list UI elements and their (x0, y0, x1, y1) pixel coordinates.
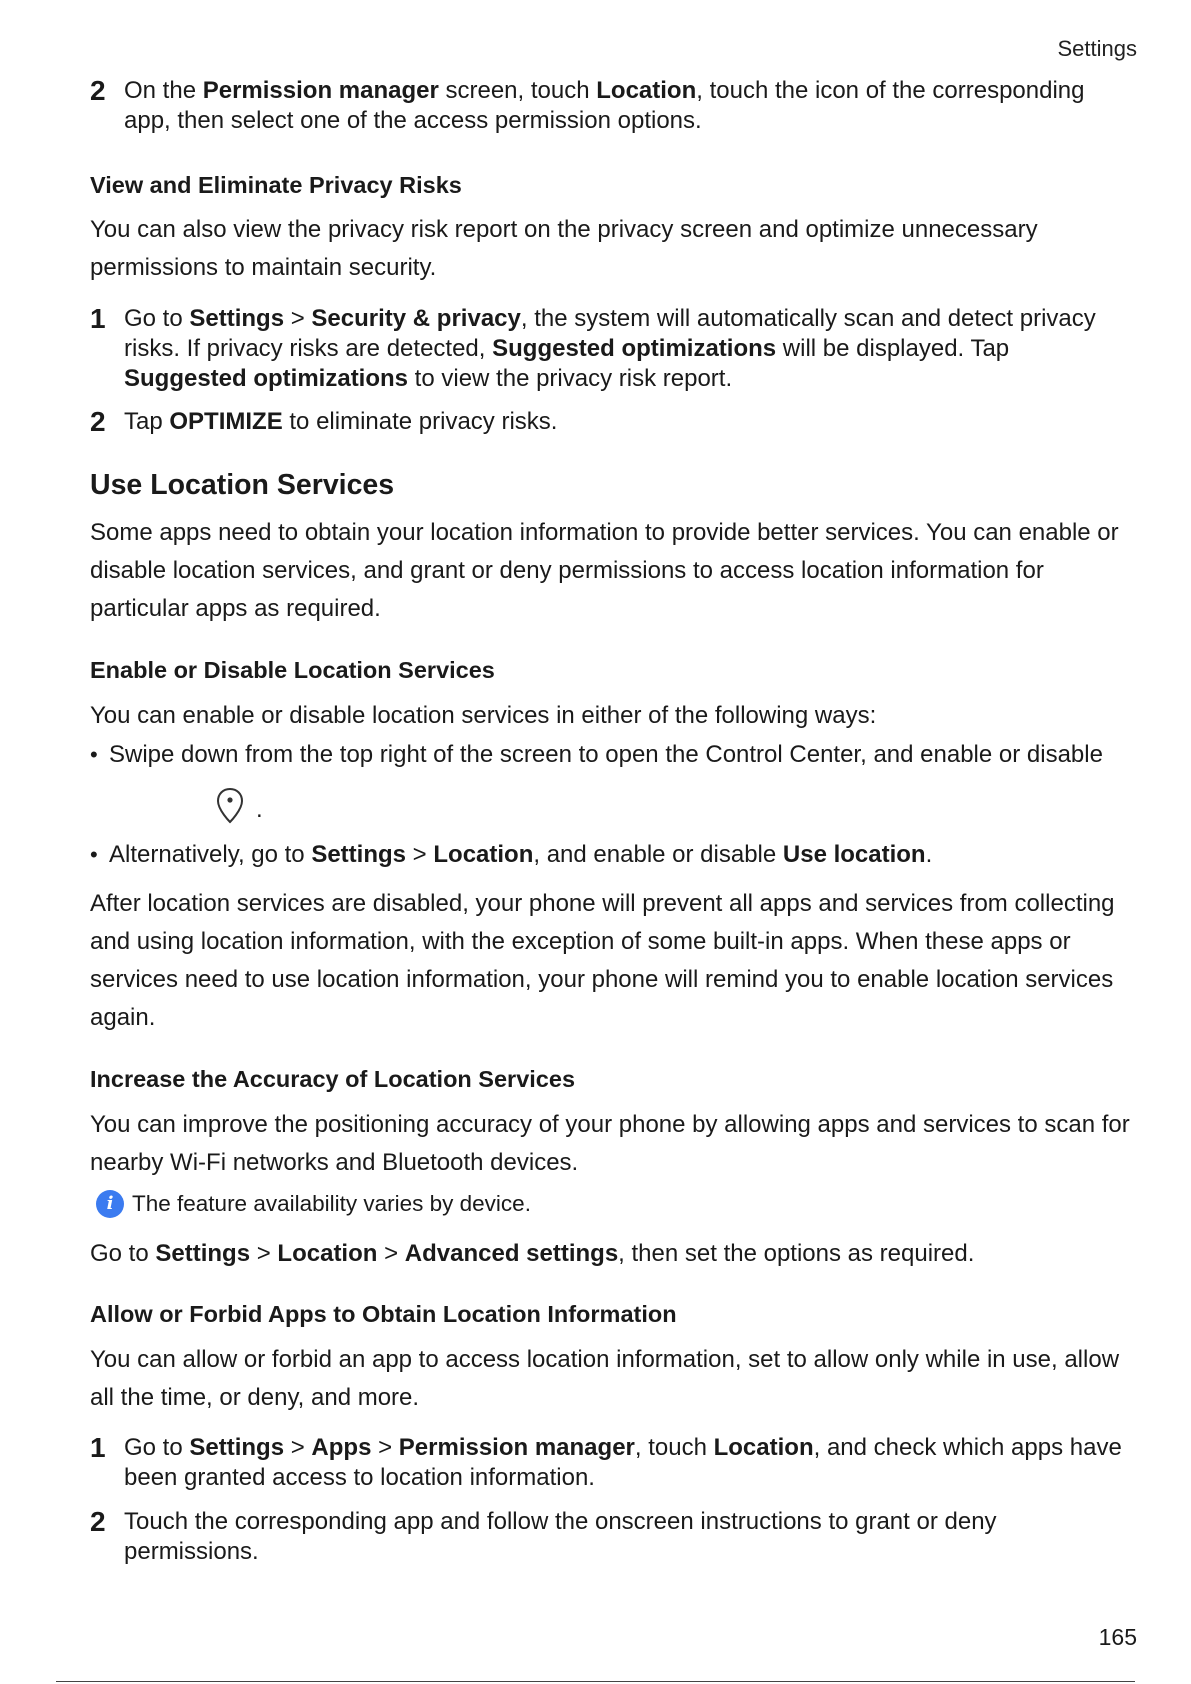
availability-note (96, 1190, 531, 1218)
step-text: Go to Settings > Apps > Permission manager, touch Location, and check which apps have been granted access to location information. (124, 1434, 1122, 1491)
bullet-settings-location (90, 840, 1131, 870)
bullet-dot: • (90, 742, 98, 767)
running-header: Settings (1057, 36, 1137, 61)
info-icon: i (96, 1190, 124, 1218)
intro-step (90, 76, 1131, 136)
privacy-step-1 (90, 304, 1131, 394)
enable-disable-text: You can enable or disable location services in either of the following ways: (90, 702, 877, 729)
bullet-text: Alternatively, go to Settings > Location, and enable or disable Use location. (109, 841, 933, 868)
accuracy-text: You can improve the positioning accuracy of your phone by allowing apps and services to scan for nearby Wi-Fi networks and Bluetooth devices. (90, 1111, 1130, 1176)
page-number: 165 (1098, 1624, 1137, 1650)
accuracy-heading: Increase the Accuracy of Location Services (90, 1066, 576, 1092)
accuracy-goto: Go to Settings > Location > Advanced settings, then set the options as required. (90, 1240, 975, 1267)
step-text: Touch the corresponding app and follow the onscreen instructions to grant or deny permissions. (124, 1508, 997, 1565)
note-text: The feature availability varies by device. (132, 1191, 531, 1216)
enable-disable-heading: Enable or Disable Location Services (90, 657, 495, 683)
location-services-heading: Use Location Services (90, 469, 395, 501)
privacy-risks-text: You can also view the privacy risk report on the privacy screen and optimize unnecessary permissions to maintain security. (90, 216, 1038, 281)
step-number: 1 (90, 303, 106, 334)
step-text: Tap OPTIMIZE to eliminate privacy risks. (124, 408, 558, 435)
allow-step-2 (90, 1507, 1131, 1567)
step-text: Go to Settings > Security & privacy, the system will automatically scan and detect privacy risks. If privacy risks are detected, Suggested optimizations will be displayed. Tap Suggested optimizations to view the privacy risk report. (124, 305, 1096, 392)
privacy-step-2 (90, 407, 1131, 437)
step-number: 2 (90, 75, 106, 106)
location-icon (214, 786, 246, 833)
bullet-control-center (90, 740, 1131, 770)
step-number: 1 (90, 1432, 106, 1463)
privacy-risks-heading: View and Eliminate Privacy Risks (90, 172, 462, 198)
step-number: 2 (90, 406, 106, 437)
footer-rule (56, 1681, 1135, 1682)
location-services-text: Some apps need to obtain your location information to provide better services. You can enable or disable location services, and grant or deny permissions to access location information for particular apps as required. (90, 519, 1119, 622)
after-disable-text: After location services are disabled, your phone will prevent all apps and services from collecting and using location information, with the exception of some built-in apps. When these apps or services need to use location information, your phone will remind you to enable location services again. (90, 890, 1115, 1031)
step-text: On the Permission manager screen, touch Location, touch the icon of the corresponding app, then select one of the access permission options. (124, 77, 1085, 134)
bullet-dot: • (90, 842, 98, 867)
allow-forbid-text: You can allow or forbid an app to access location information, set to allow only while in use, allow all the time, or deny, and more. (90, 1346, 1120, 1411)
bullet-end: . (256, 795, 263, 823)
bullet-text: Swipe down from the top right of the screen to open the Control Center, and enable or disable (109, 741, 1103, 768)
bullet-location-icon-row (109, 786, 263, 833)
step-number: 2 (90, 1506, 106, 1537)
allow-forbid-heading: Allow or Forbid Apps to Obtain Location Information (90, 1301, 677, 1327)
allow-step-1 (90, 1433, 1131, 1493)
